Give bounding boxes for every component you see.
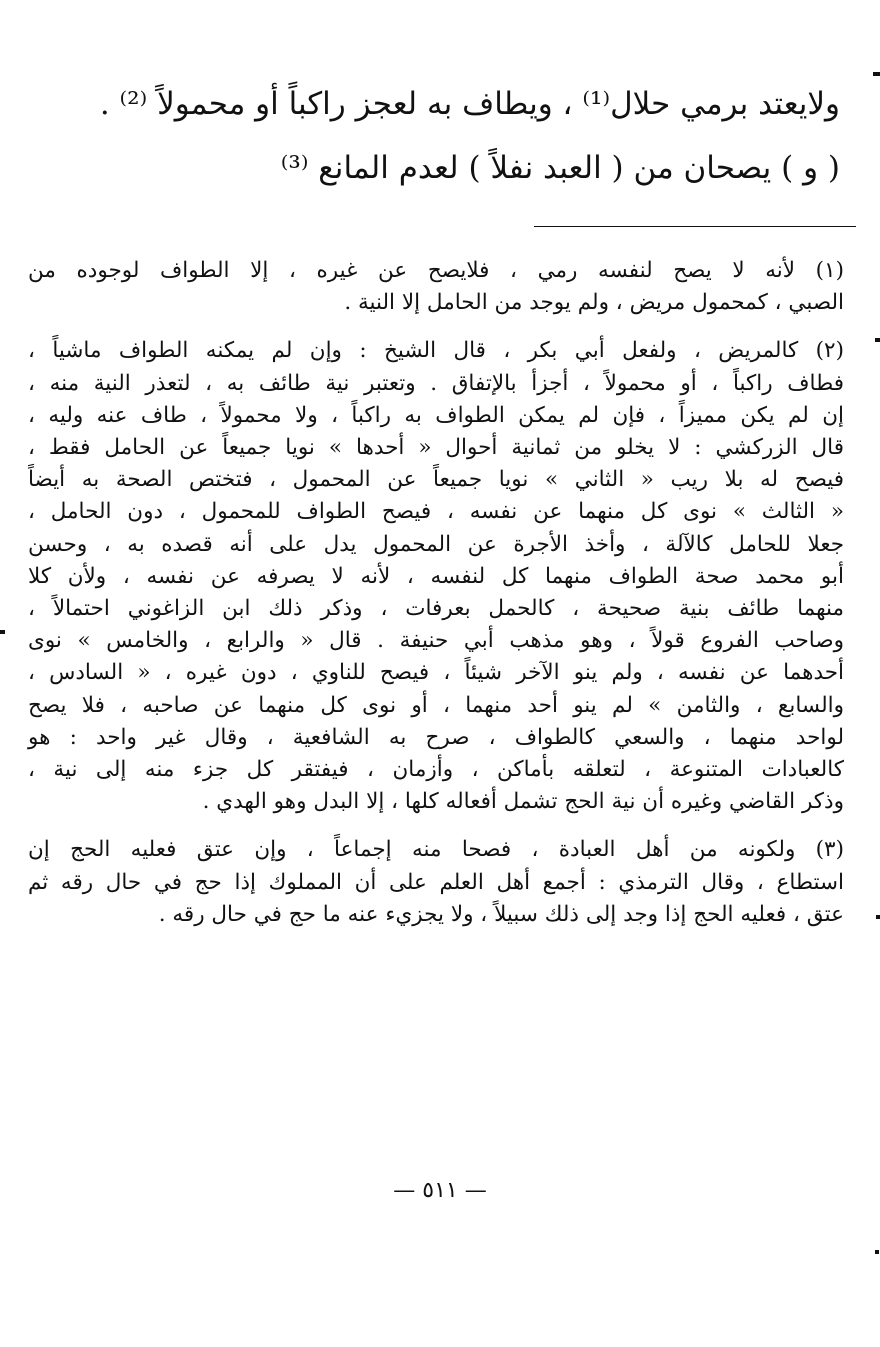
main-text-block: [40, 72, 840, 200]
scan-edge-mark: [0, 630, 5, 634]
footnote-line: أحدهما عن نفسه ، ولم ينو الآخر شيئاً ، فيصح للناوي ، دون غيره ، « السادس ،: [28, 660, 844, 686]
footnotes-section: [28, 255, 844, 947]
main-text-line: ولايعتد برمي حلال⁽¹⁾ ، ويطاف به لعجز راكباً أو محمولاً ⁽²⁾ .: [99, 86, 840, 122]
footnote-3: [28, 834, 844, 931]
footnote-line: استطاع ، وقال الترمذي : أجمع أهل العلم على أن المملوك إذا حج في حال رقه ثم: [28, 869, 844, 895]
page-number: — ٥١١ —: [393, 1178, 487, 1203]
footnote-line: « الثالث » نوى كل منهما عن نفسه ، فيصح الطواف للمحمول ، دون الحامل ،: [28, 499, 844, 525]
scan-edge-mark: [873, 72, 880, 76]
main-text-line: ( و ) يصحان من ( العبد نفلاً ) لعدم المانع ⁽³⁾: [280, 150, 840, 186]
scan-edge-mark: [876, 915, 880, 919]
scan-edge-mark: [875, 338, 880, 342]
footnote-line: قال الزركشي : لا يخلو من ثمانية أحوال « أحدها » نويا جميعاً عن الحامل فقط ،: [28, 435, 844, 461]
footnote-line: فطاف راكباً ، أو محمولاً ، أجزأ بالإتفاق . وتعتبر نية طائف به ، لتعذر النية منه ،: [28, 370, 844, 396]
scan-edge-mark: [875, 1250, 879, 1254]
footnote-line: لواحد منهما ، والسعي كالطواف ، صرح به الشافعية ، وقال غير واحد : هو: [28, 724, 844, 750]
footnote-line: والسابع ، والثامن » لم ينو أحد منهما ، أو نوى كل منهما عن صاحبه ، فلا يصح: [28, 692, 844, 718]
footnote-line: أبو محمد صحة الطواف منهما كل لنفسه ، لأنه لا يصرفه عن نفسه ، ولأن كلا: [28, 563, 844, 589]
footnote-2: [28, 335, 844, 818]
footnote-line: الصبي ، كمحمول مريض ، ولم يوجد من الحامل إلا النية .: [344, 290, 844, 316]
footnote-line: (٢) كالمريض ، ولفعل أبي بكر ، قال الشيخ : وإن لم يمكنه الطواف ماشياً ،: [28, 338, 844, 364]
footnote-line: فيصح له بلا ريب « الثاني » نويا جميعاً عن المحمول ، فتختص الصحة به أيضاً: [28, 467, 844, 493]
footnote-line: منهما طائف بنية صحيحة ، كالحمل بعرفات ، وذكر ذلك ابن الزاغوني احتمالاً ،: [28, 596, 844, 622]
footnote-line: إن لم يكن مميزاً ، فإن لم يمكن الطواف به راكباً ، ولا محمولاً ، طاف عنه وليه ،: [28, 402, 844, 428]
footnote-separator-rule: [534, 226, 856, 227]
footnote-line: وصاحب الفروع قولاً ، وهو مذهب أبي حنيفة . قال « والرابع ، والخامس » نوى: [28, 628, 844, 654]
footnote-line: جعلا للحامل كالآلة ، وأخذ الأجرة عن المحمول يدل على أنه قصده به ، وحسن: [28, 531, 844, 557]
footnote-line: (١) لأنه لا يصح لنفسه رمي ، فلايصح عن غيره ، إلا الطواف لوجوده من: [28, 258, 844, 283]
footnote-line: عتق ، فعليه الحج إذا وجد إلى ذلك سبيلاً ، ولا يجزيء عنه ما حج في حال رقه .: [158, 901, 844, 927]
footnote-1: [28, 255, 844, 319]
footnote-line: كالعبادات المتنوعة ، لتعلقه بأماكن ، وأزمان ، فيفتقر كل جزء منه إلى نية ،: [28, 757, 844, 783]
footnote-line: (٣) ولكونه من أهل العبادة ، فصحا منه إجماعاً ، وإن عتق فعليه الحج إن: [28, 837, 844, 863]
footnote-line: وذكر القاضي وغيره أن نية الحج تشمل أفعاله كلها ، إلا البدل وهو الهدي .: [202, 789, 844, 815]
